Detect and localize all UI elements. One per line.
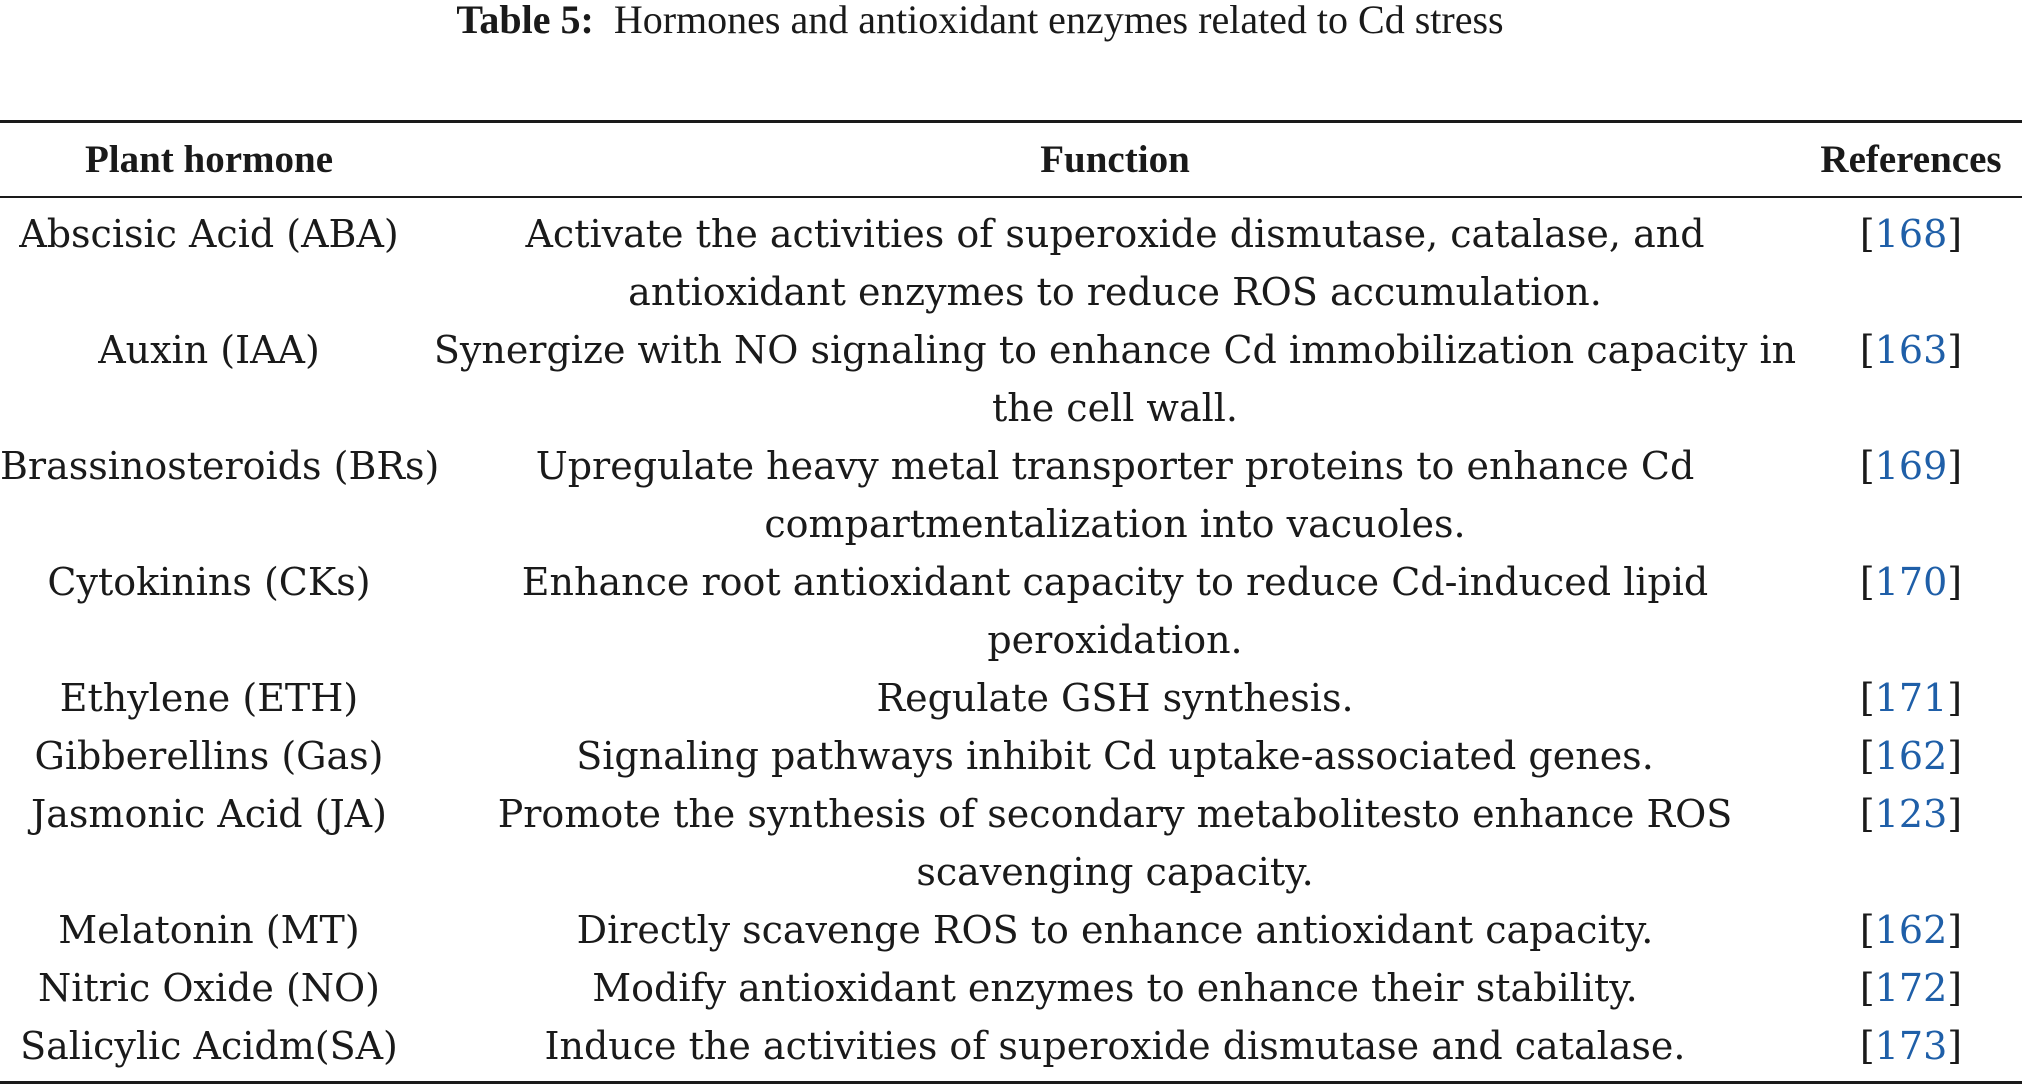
column-header-function: Function	[1040, 138, 1190, 181]
cell-reference	[1800, 1017, 2022, 1075]
function-line: Synergize with NO signaling to enhance Cd immobilization capacity in	[433, 328, 1797, 372]
cell-reference	[1800, 959, 2022, 1017]
function-line: Directly scavenge ROS to enhance antioxidant capacity.	[576, 908, 1654, 952]
bracket-open: [	[1859, 966, 1875, 1010]
table-row	[0, 205, 2022, 321]
table-top-rule	[0, 120, 2022, 123]
function-line: Induce the activities of superoxide dismutase and catalase.	[544, 1024, 1686, 1068]
table-row	[0, 321, 2022, 437]
cell-plant-hormone: Ethylene (ETH)	[59, 676, 359, 720]
bracket-close: ]	[1947, 734, 1963, 778]
function-line: Regulate GSH synthesis.	[876, 676, 1354, 720]
function-line: peroxidation.	[987, 618, 1243, 662]
function-line: compartmentalization into vacuoles.	[764, 502, 1466, 546]
cell-plant-hormone: Abscisic Acid (ABA)	[19, 212, 399, 256]
bracket-open: [	[1859, 212, 1875, 256]
reference-link[interactable]: 173	[1874, 1024, 1948, 1068]
bracket-open: [	[1859, 1024, 1875, 1068]
column-header-references: References	[1820, 138, 2002, 181]
function-line: Enhance root antioxidant capacity to reduce Cd-induced lipid	[521, 560, 1709, 604]
cell-reference	[1800, 785, 2022, 843]
bracket-close: ]	[1947, 328, 1963, 372]
cell-function	[430, 901, 1800, 959]
cell-plant-hormone: Salicylic Acidm(SA)	[20, 1024, 398, 1068]
cell-function	[430, 727, 1800, 785]
cell-function	[430, 785, 1800, 901]
table-caption	[0, 0, 1960, 40]
table-header-row	[0, 130, 2022, 190]
bracket-open: [	[1859, 792, 1875, 836]
reference-link[interactable]: 163	[1874, 328, 1948, 372]
bracket-close: ]	[1947, 908, 1963, 952]
cell-function	[430, 959, 1800, 1017]
bracket-open: [	[1859, 444, 1875, 488]
cell-plant-hormone: Melatonin (MT)	[58, 908, 360, 952]
cell-function	[430, 1017, 1800, 1075]
bracket-open: [	[1859, 734, 1875, 778]
table-caption-label: Table 5:	[456, 0, 594, 42]
cell-plant-hormone: Nitric Oxide (NO)	[37, 966, 381, 1010]
reference-link[interactable]: 162	[1874, 908, 1948, 952]
table-row	[0, 669, 2022, 727]
cell-function	[430, 437, 1800, 553]
reference-link[interactable]: 168	[1874, 212, 1948, 256]
bracket-close: ]	[1947, 212, 1963, 256]
function-line: Upregulate heavy metal transporter proteins to enhance Cd	[535, 444, 1695, 488]
bracket-open: [	[1859, 328, 1875, 372]
reference-link[interactable]: 171	[1874, 676, 1948, 720]
cell-function	[430, 669, 1800, 727]
reference-link[interactable]: 170	[1874, 560, 1948, 604]
cell-plant-hormone: Cytokinins (CKs)	[47, 560, 371, 604]
cell-reference	[1800, 727, 2022, 785]
table-body	[0, 205, 2022, 1075]
bracket-close: ]	[1947, 560, 1963, 604]
table-header-rule	[0, 196, 2022, 198]
reference-link[interactable]: 162	[1874, 734, 1948, 778]
table-row	[0, 1017, 2022, 1075]
function-line: the cell wall.	[991, 386, 1239, 430]
table-caption-text: Hormones and antioxidant enzymes related to Cd stress	[613, 0, 1504, 42]
cell-reference	[1800, 901, 2022, 959]
bracket-close: ]	[1947, 676, 1963, 720]
cell-function	[430, 205, 1800, 321]
table-bottom-rule	[0, 1081, 2022, 1084]
reference-link[interactable]: 169	[1874, 444, 1948, 488]
table-row	[0, 553, 2022, 669]
function-line: Modify antioxidant enzymes to enhance their stability.	[592, 966, 1638, 1010]
bracket-close: ]	[1947, 1024, 1963, 1068]
cell-reference	[1800, 321, 2022, 379]
table-row	[0, 959, 2022, 1017]
function-line: Activate the activities of superoxide dismutase, catalase, and	[525, 212, 1705, 256]
bracket-close: ]	[1947, 792, 1963, 836]
table-row	[0, 901, 2022, 959]
reference-link[interactable]: 172	[1874, 966, 1948, 1010]
cell-plant-hormone: Jasmonic Acid (JA)	[31, 792, 387, 836]
cell-plant-hormone: Gibberellins (Gas)	[34, 734, 384, 778]
cell-function	[430, 321, 1800, 437]
bracket-open: [	[1859, 676, 1875, 720]
cell-function	[430, 553, 1800, 669]
function-line: Promote the synthesis of secondary metabolitesto enhance ROS	[497, 792, 1733, 836]
cell-reference	[1800, 669, 2022, 727]
bracket-close: ]	[1947, 444, 1963, 488]
function-line: Signaling pathways inhibit Cd uptake-associated genes.	[576, 734, 1654, 778]
table-row	[0, 727, 2022, 785]
cell-reference	[1800, 553, 2022, 611]
bracket-close: ]	[1947, 966, 1963, 1010]
table-row	[0, 437, 2022, 553]
cell-reference	[1800, 437, 2022, 495]
table-row	[0, 785, 2022, 901]
cell-plant-hormone: Brassinosteroids (BRs)	[0, 444, 440, 488]
function-line: antioxidant enzymes to reduce ROS accumulation.	[628, 270, 1602, 314]
bracket-open: [	[1859, 560, 1875, 604]
function-line: scavenging capacity.	[916, 850, 1314, 894]
cell-reference	[1800, 205, 2022, 263]
cell-plant-hormone: Auxin (IAA)	[98, 328, 320, 372]
reference-link[interactable]: 123	[1874, 792, 1948, 836]
column-header-plant-hormone: Plant hormone	[84, 138, 334, 181]
bracket-open: [	[1859, 908, 1875, 952]
